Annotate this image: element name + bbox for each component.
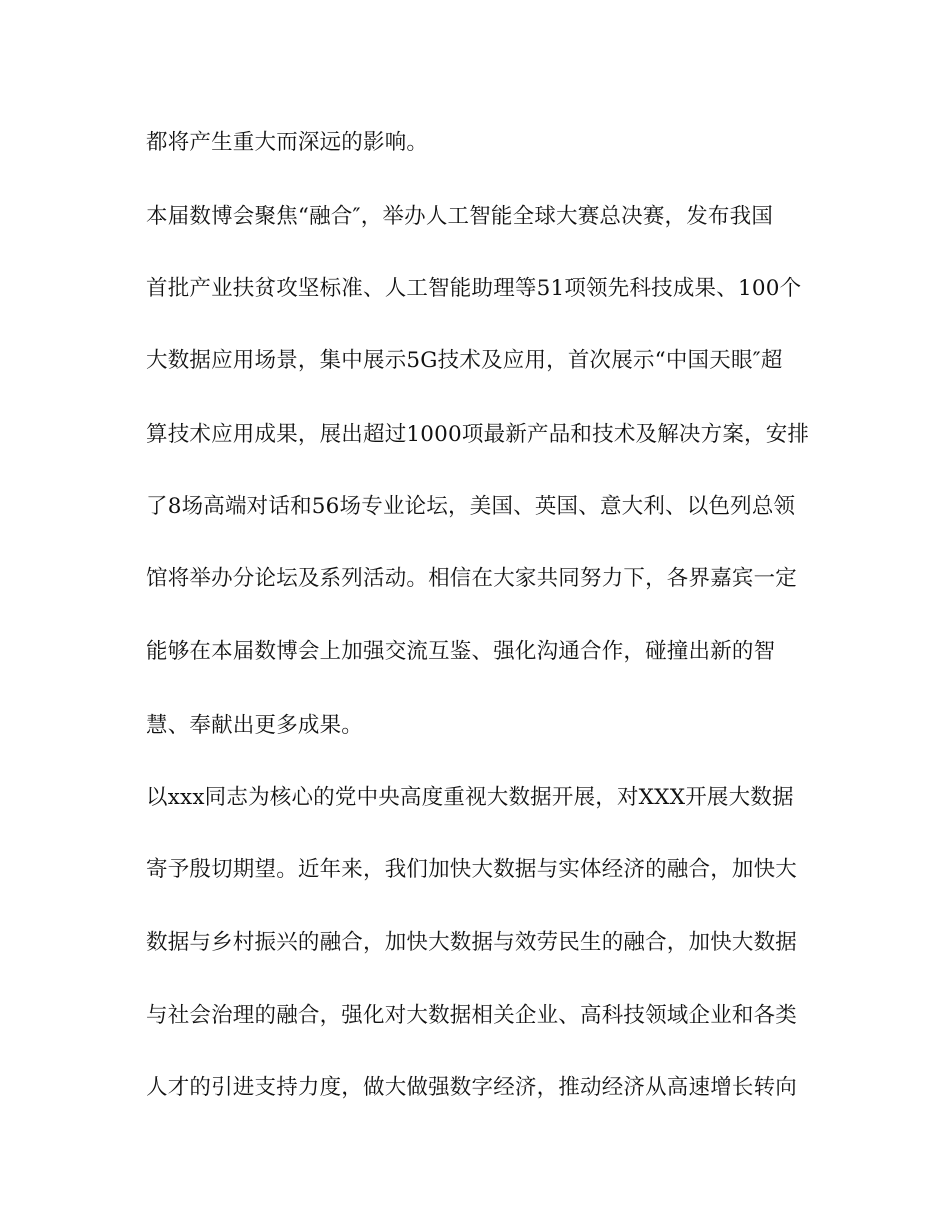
text-line: 与社会治理的融合，强化对大数据相关企业、高科技领域企业和各类 bbox=[146, 1003, 798, 1028]
text-line: 慧、奉献出更多成果。 bbox=[146, 713, 364, 738]
text-line: 了8场高端对话和56场专业论坛，美国、英国、意大利、以色列总领 bbox=[146, 494, 796, 519]
text-line: 首批产业扶贫攻坚标准、人工智能助理等51项领先科技成果、100个 bbox=[146, 276, 802, 301]
text-line: 能够在本届数博会上加强交流互鉴、强化沟通合作，碰撞出新的智 bbox=[146, 639, 776, 664]
text-line: 都将产生重大而深远的影响。 bbox=[146, 130, 429, 155]
text-line: 寄予殷切期望。近年来，我们加快大数据与实体经济的融合，加快大 bbox=[146, 857, 798, 882]
text-line: 本届数博会聚焦“融合″，举办人工智能全球大赛总决赛，发布我国 bbox=[146, 204, 774, 229]
text-line: 算技术应用成果，展出超过1000项最新产品和技术及解决方案，安排 bbox=[146, 422, 810, 447]
text-line: 数据与乡村振兴的融合，加快大数据与效劳民生的融合，加快大数据 bbox=[146, 930, 798, 955]
text-line: 以xxx同志为核心的党中央高度重视大数据开展，对XXX开展大数据 bbox=[146, 785, 794, 810]
text-line: 大数据应用场景，集中展示5G技术及应用，首次展示“中国天眼″超 bbox=[146, 348, 783, 373]
text-line: 馆将举办分论坛及系列活动。相信在大家共同努力下，各界嘉宾一定 bbox=[146, 566, 798, 591]
text-line: 人才的引进支持力度，做大做强数字经济，推动经济从高速增长转向 bbox=[146, 1075, 798, 1100]
